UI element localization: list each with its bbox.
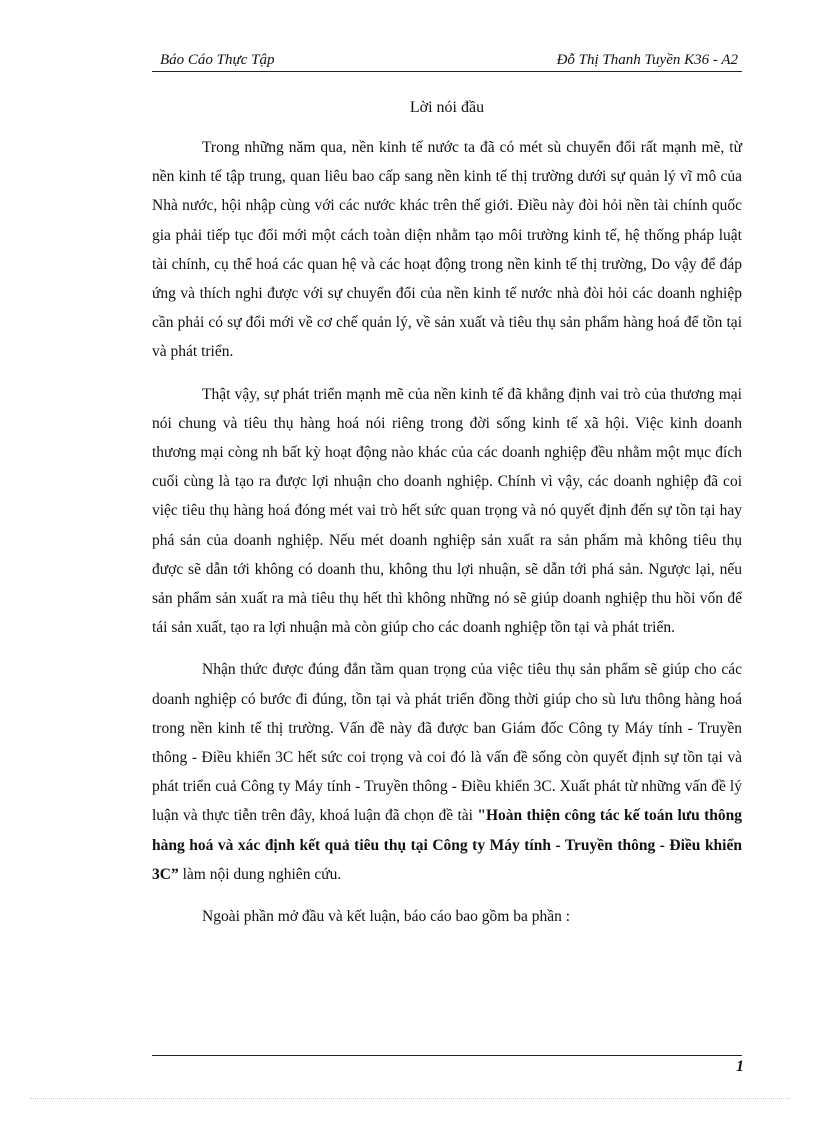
section-title: Lời nói đầu <box>409 99 485 116</box>
paragraph-1: Trong những năm qua, nền kinh tế nước ta đã có mét sù chuyển đổi rất mạnh mẽ, từ nền kinh tế tập trung, quan liêu bao cấp sang nền kinh tế thị trường dưới sự quản lý vĩ mô của Nhà nước, hội nhập cùng với các nước khác trên thế giới. Điều này đòi hỏi nền tài chính quốc gia phải tiếp tục đổi mới một cách toàn diện nhằm tạo môi trường kinh tế, hệ thống pháp luật tài chính, cụ thể hoá các quan hệ và các hoạt động trong nền kinh tế thị trường, Do vậy để đáp ứng và thích nghi được với sự chuyển đổi của nền kinh tế nước nhà đòi hỏi các doanh nghiệp cần phải có sự đổi mới về cơ chế quản lý, về sản xuất và tiêu thụ sản phẩm hàng hoá để tồn tại và phát triển. <box>152 139 742 361</box>
paragraph-3 <box>152 655 742 889</box>
header-left-title: Báo Cáo Thực Tập <box>160 52 275 68</box>
header-author: Đỗ Thị Thanh Tuyền K36 - A2 <box>556 52 738 68</box>
page-bottom-border <box>30 1098 790 1099</box>
body-text <box>152 133 742 944</box>
footer-divider <box>152 1055 742 1056</box>
paragraph-3-tail: làm nội dung nghiên cứu. <box>178 865 342 883</box>
paragraph-2: Thật vậy, sự phát triển mạnh mẽ của nền kinh tế đã khẳng định vai trò của thương mại nói chung và tiêu thụ hàng hoá nói riêng trong đời sống kinh tế xã hội. Việc kinh doanh thương mại còng nh bất kỳ hoạt động nào khác của các doanh nghiệp đều nhằm một mục đích cuối cùng là tạo ra được lợi nhuận cho doanh nghiệp. Chính vì vậy, các doanh nghiệp đã coi việc tiêu thụ hàng hoá đóng mét vai trò hết sức quan trọng và nó quyết định đến sự tồn tại hay phá sản của doanh nghiệp. Nếu mét doanh nghiệp sản xuất ra sản phẩm mà không tiêu thụ được sẽ dẫn tới không có doanh thu, không thu lợi nhuận, sẽ dẫn tới phá sản. Ngược lại, nếu sản phẩm sản xuất ra mà tiêu thụ hết thì không những nó sẽ giúp doanh nghiệp thu hồi vốn để tái sản xuất, tạo ra lợi nhuận mà còn giúp cho các doanh nghiệp tồn tại và phát triển. <box>152 385 742 637</box>
page-number: 1 <box>736 1058 744 1075</box>
paragraph-3-text: Nhận thức được đúng đắn tầm quan trọng của việc tiêu thụ sản phẩm sẽ giúp cho các doanh nghiệp có bước đi đúng, tồn tại và phát triển đồng thời giúp cho sù lưu thông hàng hoá trong nền kinh tế thị trường. Vấn đề này đã được ban Giám đốc Công ty Máy tính - Truyền thông - Điều khiển 3C hết sức coi trọng và coi đó là vấn đề sống còn quyết định sự tồn tại và phát triển cuả Công ty Máy tính - Truyền thông - Điều khiển 3C. Xuất phát từ những vấn đề lý luận và thực tiễn trên đây, khoá luận đã chọn đề tài <box>152 661 742 825</box>
thesis-title-bold: "Hoàn thiện công tác kế toán lưu thông hàng hoá và xác định kết quả tiêu thụ tại Công ty Máy tính - Truyền thông - Điều khiển 3C” <box>152 807 742 883</box>
page-header <box>152 48 742 72</box>
paragraph-4: Ngoài phần mở đầu và kết luận, báo cáo bao gồm ba phần : <box>202 908 571 926</box>
